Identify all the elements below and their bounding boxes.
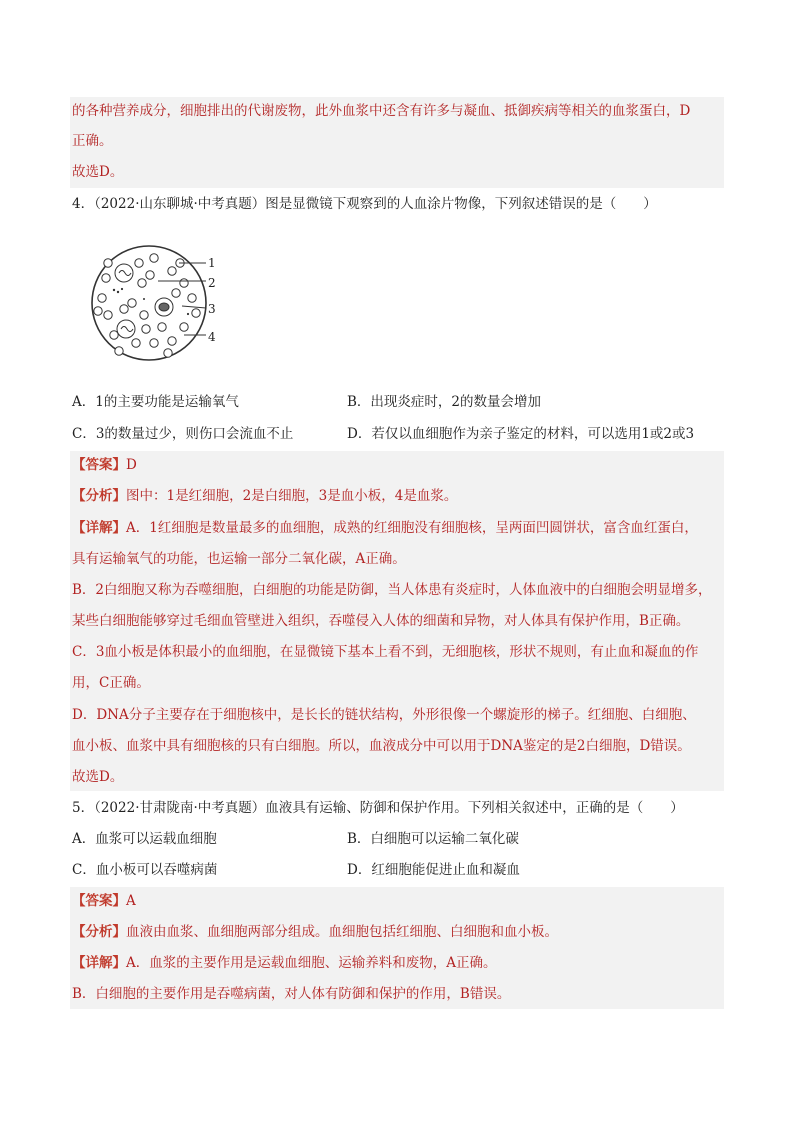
red-blood-cell [146,271,154,279]
red-blood-cell [104,259,112,267]
q5-answer: A [126,893,136,909]
detail-tag: 【详解】 [72,955,126,971]
red-blood-cell [180,279,188,287]
red-blood-cell [180,323,188,331]
red-blood-cell [98,294,106,302]
red-blood-cell [132,339,140,347]
figure-label-1: 1 [208,256,216,270]
q4-option-c: C．3的数量过少，则伤口会流血不止 [72,426,294,442]
q4-detail-line [72,518,722,538]
analysis-tag: 【分析】 [72,924,126,940]
q5-detail-line [72,953,722,973]
q4-analysis: 图中：1是红细胞，2是白细胞，3是血小板，4是血浆。 [126,488,458,504]
red-blood-cell [158,323,166,331]
figure-label-3: 3 [208,302,216,316]
detail-text: B．白细胞的主要作用是吞噬病菌，对人体有防御和保护的作用，B错误。 [72,986,511,1002]
red-blood-cell [142,325,150,333]
q4-answer: D [126,457,137,473]
detail-text: A．血浆的主要作用是运载血细胞、运输养料和废物，A正确。 [126,955,497,971]
red-blood-cell [168,267,176,275]
figure-label-2: 2 [208,276,216,290]
red-blood-cell [128,299,136,307]
detail-text: C．3血小板是体积最小的血细胞，在显微镜下基本上看不到，无细胞核，形状不规则，有止血和凝血的作 [72,644,699,660]
red-blood-cell [110,331,118,339]
question-5-stem: 5．（2022·甘肃陇南·中考真题）血液具有运输、防御和保护作用。下列相关叙述中，正确的是（ ） [72,800,684,816]
red-blood-cell [150,339,158,347]
red-blood-cell [188,294,196,302]
detail-text: 具有运输氧气的功能，也运输一部分二氧化碳，A正确。 [72,551,406,567]
red-blood-cell [138,279,146,287]
q4-analysis-line [72,486,722,506]
red-blood-cell [115,347,123,355]
detail-text: 用，C正确。 [72,675,150,691]
detail-text: 血小板、血浆中具有细胞核的只有白细胞。所以，血液成分中可以用于DNA鉴定的是2白细胞，D错误。 [72,738,691,754]
answer-tag: 【答案】 [72,893,126,909]
red-blood-cell [120,305,128,313]
prev-text-line: 正确。 [72,133,113,149]
question-4-stem: 4．（2022·山东聊城·中考真题）图是显微镜下观察到的人血涂片物像，下列叙述错误的是（ ） [72,196,657,212]
q4-option-d: D．若仅以血细胞作为亲子鉴定的材料，可以选用1或2或3 [347,426,695,442]
q4-conclusion: 故选D。 [72,769,124,785]
red-blood-cell [94,307,102,315]
q5-option-c: C．血小板可以吞噬病菌 [72,862,218,878]
q4-answer-line [72,455,722,475]
red-blood-cell [164,349,172,357]
detail-text: D．DNA分子主要存在于细胞核中，是长长的链状结构，外形很像一个螺旋形的梯子。红细胞、白细胞、 [72,707,696,723]
analysis-tag: 【分析】 [72,488,126,504]
red-blood-cell [192,309,200,317]
detail-text: A．1红细胞是数量最多的血细胞，成熟的红细胞没有细胞核，呈两面凹圆饼状，富含血红蛋白， [126,520,698,536]
red-blood-cell [140,311,148,319]
q5-analysis: 血液由血浆、血细胞两部分组成。血细胞包括红细胞、白细胞和血小板。 [126,924,558,940]
red-blood-cell [172,289,180,297]
blood-smear-figure [84,243,244,368]
q4-option-a: A．1的主要功能是运输氧气 [72,394,239,410]
prev-conclusion: 故选D。 [72,164,124,180]
q5-option-b: B．白细胞可以运输二氧化碳 [347,831,519,847]
prev-text-line: 的各种营养成分，细胞排出的代谢废物，此外血浆中还含有许多与凝血、抵御疾病等相关的血浆蛋白，D [72,103,691,119]
q5-analysis-line [72,922,722,942]
red-blood-cell [104,311,112,319]
figure-label-4: 4 [208,330,216,344]
q5-option-a: A．血浆可以运载血细胞 [72,831,217,847]
detail-text: 某些白细胞能够穿过毛细血管壁进入组织，吞噬侵入人体的细菌和异物，对人体具有保护作用，B正确。 [72,613,690,629]
q5-answer-line [72,891,722,911]
q4-option-b: B．出现炎症时，2的数量会增加 [347,394,542,410]
detail-text: B．2白细胞又称为吞噬细胞，白细胞的功能是防御，当人体患有炎症时，人体血液中的白细胞会明显增多， [72,582,712,598]
q5-option-d: D．红细胞能促进止血和凝血 [347,862,520,878]
red-blood-cell [168,337,176,345]
detail-tag: 【详解】 [72,520,126,536]
red-blood-cell [102,274,110,282]
red-blood-cell [135,259,143,267]
answer-tag: 【答案】 [72,457,126,473]
red-blood-cell [150,254,158,262]
